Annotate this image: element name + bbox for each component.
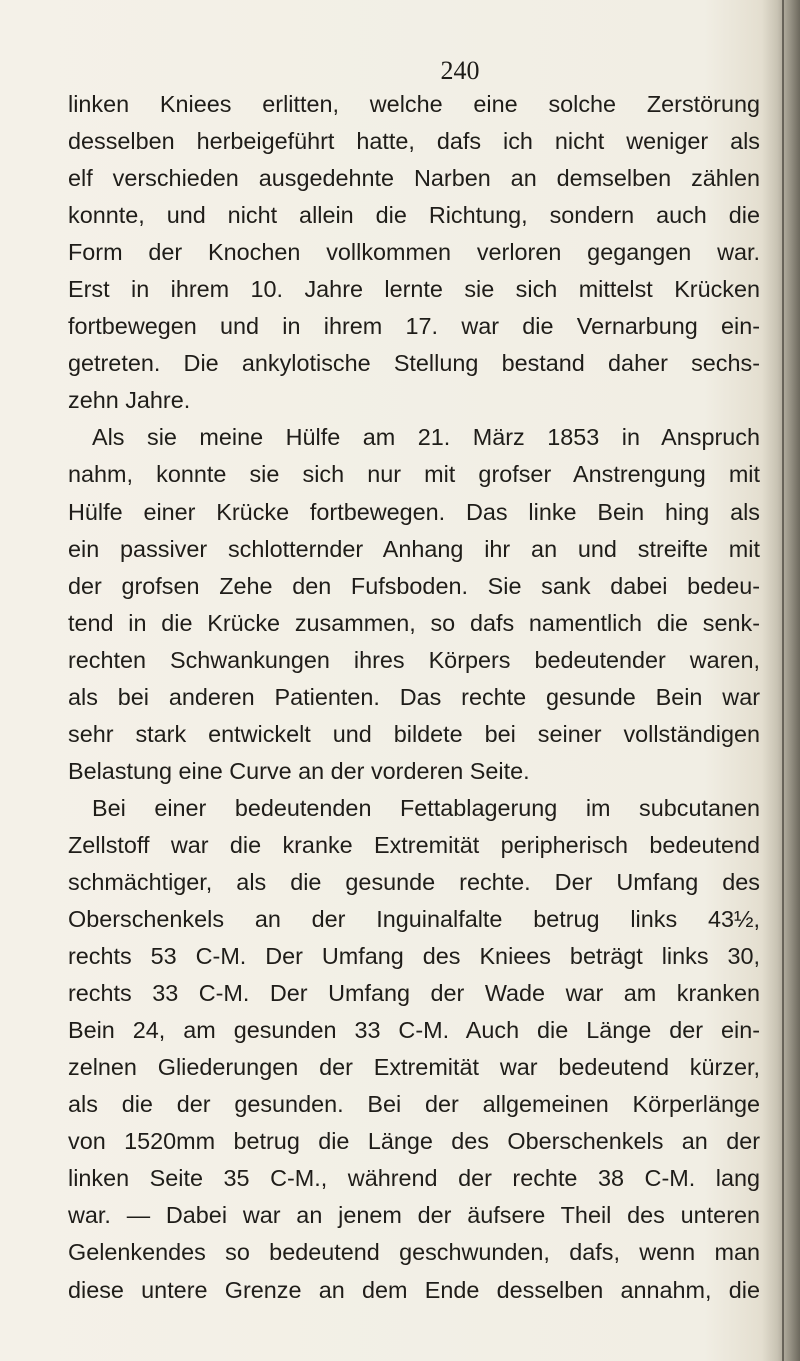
text-line: als die der gesunden. Bei der allgemeinen Körperlänge: [68, 1091, 760, 1118]
text-line: getreten. Die ankylotische Stellung bestand daher sechs-: [68, 350, 760, 377]
text-line: elf verschieden ausgedehnte Narben an demselben zählen: [68, 165, 760, 192]
text-line: der grofsen Zehe den Fufsboden. Sie sank dabei bedeu-: [68, 572, 760, 599]
text-line: schmächtiger, als die gesunde rechte. Der Umfang des: [68, 868, 760, 895]
paragraph-start-line: Bei einer bedeutenden Fettablagerung im subcutanen: [92, 794, 760, 821]
text-line: konnte, und nicht allein die Richtung, sondern auch die: [68, 202, 760, 229]
text-line: zelnen Gliederungen der Extremität war bedeutend kürzer,: [68, 1054, 760, 1081]
text-line: linken Kniees erlitten, welche eine solche Zerstörung: [68, 91, 760, 117]
text-line: nahm, konnte sie sich nur mit grofser Anstrengung mit: [68, 461, 760, 488]
text-line: Erst in ihrem 10. Jahre lernte sie sich mittelst Krücken: [68, 276, 760, 303]
text-line: Form der Knochen vollkommen verloren gegangen war.: [68, 239, 760, 266]
text-line: rechts 53 C-M. Der Umfang des Kniees beträgt links 30,: [68, 943, 760, 970]
text-line: rechten Schwankungen ihres Körpers bedeutender waren,: [68, 646, 760, 673]
text-line: tend in die Krücke zusammen, so dafs namentlich die senk-: [68, 609, 760, 636]
paragraph-start-line: Als sie meine Hülfe am 21. März 1853 in Anspruch: [92, 424, 760, 451]
paragraph-end-line: zehn Jahre.: [68, 387, 191, 414]
text-line: rechts 33 C-M. Der Umfang der Wade war am kranken: [68, 980, 760, 1007]
text-line: sehr stark entwickelt und bildete bei seiner vollständigen: [68, 720, 760, 747]
text-line: Oberschenkels an der Inguinalfalte betrug links 43½,: [68, 906, 760, 933]
text-line: als bei anderen Patienten. Das rechte gesunde Bein war: [68, 683, 760, 710]
text-line: Bein 24, am gesunden 33 C-M. Auch die Länge der ein-: [68, 1017, 760, 1044]
page-edge-shadow: [762, 0, 800, 1361]
text-line: fortbewegen und in ihrem 17. war die Vernarbung ein-: [68, 313, 760, 340]
text-line: von 1520mm betrug die Länge des Oberschenkels an der: [68, 1128, 760, 1155]
page-number: 240: [440, 56, 480, 85]
text-line: diese untere Grenze an dem Ende desselben annahm, die: [68, 1276, 760, 1303]
text-line: Gelenkendes so bedeutend geschwunden, dafs, wenn man: [68, 1239, 760, 1266]
text-line: desselben herbeigeführt hatte, dafs ich nicht weniger als: [68, 128, 760, 155]
page-edge-line: [782, 0, 784, 1361]
text-line: war. — Dabei war an jenem der äufsere Theil des unteren: [68, 1202, 760, 1229]
text-line: Hülfe einer Krücke fortbewegen. Das linke Bein hing als: [68, 498, 760, 525]
text-line: linken Seite 35 C-M., während der rechte 38 C-M. lang: [68, 1165, 760, 1192]
body-text: [68, 86, 760, 1309]
text-line: Zellstoff war die kranke Extremität peripherisch bedeutend: [68, 831, 760, 858]
text-line: ein passiver schlotternder Anhang ihr an und streifte mit: [68, 535, 760, 562]
paragraph-end-line: Belastung eine Curve an der vorderen Seite.: [68, 757, 530, 784]
